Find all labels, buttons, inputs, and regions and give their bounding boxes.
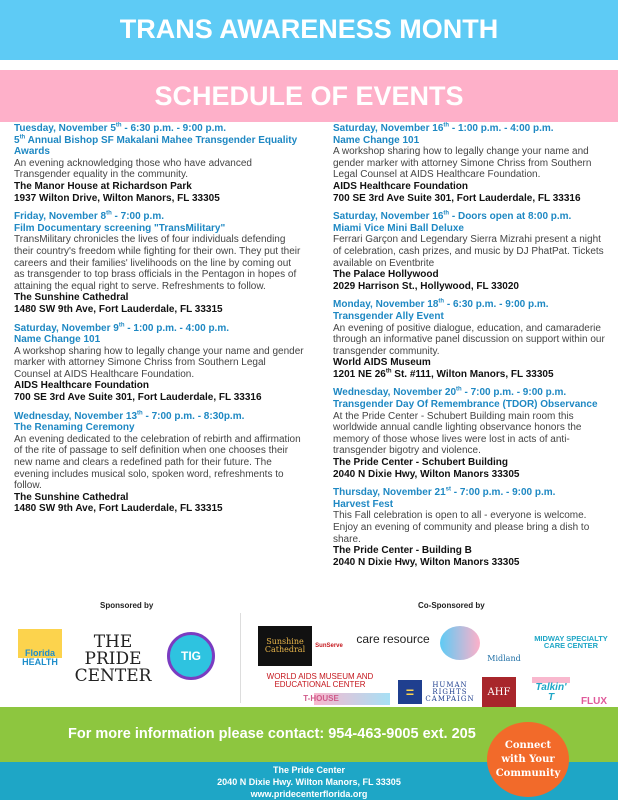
event-title-part: 5 — [14, 134, 20, 146]
event-description: An evening of positive dialogue, education, and camaraderie through an informative panel discussion on support within our transgender community. — [333, 322, 605, 357]
event-title-part: Transgender Day Of Remembrance (TDOR) Observance — [333, 399, 598, 411]
event-title — [14, 135, 304, 158]
event-title-part: Film Documentary screening "TransMilitary" — [14, 222, 226, 234]
logo-flux: FLUX — [580, 696, 608, 707]
event-date-part: Tuesday, November 5 — [14, 123, 116, 134]
event-date-part: th — [118, 322, 125, 329]
footer-street: 2040 N Dixie Hwy. Wilton Manors, FL 33305 — [217, 777, 401, 787]
sponsored-by-label: Sponsored by — [100, 601, 154, 610]
logo-ahf: AHF — [482, 677, 516, 709]
logo-transgender-circle — [440, 626, 480, 660]
divider — [240, 613, 241, 703]
logo-human-rights-campaign: HUMAN RIGHTS CAMPAIGN — [425, 680, 475, 703]
event-date — [333, 299, 611, 311]
event-date-part: - 7:00 p.m. - 9:00 p.m. — [450, 487, 556, 499]
event-venue: The Manor House at Richardson Park — [14, 180, 192, 192]
event-item — [14, 411, 304, 515]
event-date — [333, 123, 611, 135]
logo-midland: Midland — [487, 654, 521, 663]
event-date-part: - 6:30 p.m. - 9:00 p.m. — [444, 299, 549, 311]
event-address — [333, 469, 611, 481]
event-item — [333, 123, 611, 204]
logo-care-resource: care resource — [356, 632, 430, 646]
event-address — [14, 503, 304, 515]
event-date-part: th — [115, 122, 122, 129]
event-date-part: Wednesday, November 13 — [14, 410, 138, 422]
event-venue: The Sunshine Cathedral — [14, 491, 129, 503]
logo-world-aids-museum: WORLD AIDS MUSEUM AND EDUCATIONAL CENTER — [266, 672, 374, 689]
event-date — [333, 211, 611, 223]
event-address-part: 1201 NE 26 — [333, 368, 386, 380]
event-date-part: Saturday, November 16 — [333, 211, 444, 223]
event-address — [333, 193, 611, 205]
event-date-part: th — [456, 387, 462, 394]
event-date — [333, 387, 611, 399]
event-address — [333, 369, 611, 381]
logo-florida-health: Florida HEALTH — [18, 629, 62, 687]
event-address-part: 2040 N Dixie Hwy, Wilton Manors 33305 — [333, 556, 520, 568]
event-address-part: 2040 N Dixie Hwy, Wilton Manors 33305 — [333, 468, 520, 480]
event-date-part: - Doors open at 8:00 p.m. — [449, 211, 572, 223]
event-title — [333, 223, 611, 235]
logo-talkin-t: Talkin' T — [532, 677, 570, 709]
event-description: A workshop sharing how to legally change your name and gender marker with attorney Simone Chriss from Southern Legal Counsel at AIDS Healthcare Foundation. — [333, 146, 592, 181]
page-subtitle: SCHEDULE OF EVENTS — [0, 70, 618, 122]
event-date-part: Wednesday, November 20 — [333, 387, 457, 399]
event-address-part: St. #111, Wilton Manors, FL 33305 — [391, 368, 554, 380]
event-date-part: Saturday, November 16 — [333, 123, 444, 134]
event-title-part: Transgender Ally Event — [333, 310, 444, 322]
event-venue: AIDS Healthcare Foundation — [333, 180, 469, 192]
cosponsored-by-label: Co-Sponsored by — [418, 601, 485, 610]
event-venue: The Sunshine Cathedral — [14, 292, 129, 304]
page-title: TRANS AWARENESS MONTH — [0, 0, 618, 60]
event-date-part: - 6:30 p.m. - 9:00 p.m. — [121, 123, 227, 134]
event-date-part: Saturday, November 9 — [14, 322, 119, 334]
event-address-part: 700 SE 3rd Ave Suite 301, Fort Lauderdale, FL 33316 — [14, 392, 262, 404]
event-address-part: 2029 Harrison St., Hollywood, FL 33020 — [333, 280, 519, 292]
event-date-part: - 7:00 p.m. - 9:00 p.m. — [461, 387, 567, 399]
event-venue: The Pride Center - Building B — [333, 545, 472, 557]
event-date-part: th — [443, 122, 450, 129]
event-item — [333, 299, 611, 380]
event-date-part: th — [443, 210, 450, 217]
event-address-part: 1480 SW 9th Ave, Fort Lauderdale, FL 33315 — [14, 503, 223, 515]
event-title — [14, 334, 304, 346]
event-title — [333, 499, 611, 511]
footer-website-link[interactable]: www.pridecenterflorida.org — [250, 789, 368, 799]
event-item — [333, 387, 611, 480]
sponsors-section — [0, 597, 618, 707]
event-date-part: th — [106, 210, 112, 217]
event-description: At the Pride Center - Schubert Building main room this worldwide annual candle lighting observance honors the memory of those whose lives were lost in acts of anti-transgender bigotry and violence. — [333, 410, 582, 457]
event-date — [333, 487, 611, 499]
event-venue: AIDS Healthcare Foundation — [14, 380, 150, 392]
event-address-part: 1480 SW 9th Ave, Fort Lauderdale, FL 33315 — [14, 303, 223, 315]
event-date-part: th — [438, 298, 445, 305]
event-item — [14, 211, 304, 315]
event-description: This Fall celebration is open to all - everyone is welcome. Enjoy an evening of community and please bring a dish to share. — [333, 510, 590, 545]
event-address — [14, 193, 304, 205]
contact-banner: For more information please contact: 954-463-9005 ext. 205 — [0, 707, 618, 762]
badge-line: Connect — [504, 739, 552, 751]
event-title-part: Miami Vice Mini Ball Deluxe — [333, 222, 464, 234]
event-address-part: 1937 Wilton Drive, Wilton Manors, FL 33305 — [14, 192, 220, 204]
event-date-part: st — [445, 486, 451, 493]
badge-line: Community — [495, 767, 561, 779]
event-address-part: th — [385, 368, 392, 375]
event-address — [333, 281, 611, 293]
logo-t-house: T-HOUSE — [252, 693, 390, 705]
event-title-part: Harvest Fest — [333, 498, 394, 510]
event-address-part: 700 SE 3rd Ave Suite 301, Fort Lauderdale, FL 33316 — [333, 192, 581, 204]
event-title — [14, 422, 304, 434]
footer-org: The Pride Center — [272, 765, 346, 775]
event-item — [14, 123, 304, 204]
event-date-part: - 7:00 p.m. - 8:30p.m. — [142, 410, 245, 422]
event-title — [333, 399, 611, 411]
event-date-part: - 7:00 p.m. — [111, 211, 164, 223]
event-date — [14, 211, 304, 223]
event-date-part: - 1:00 p.m. - 4:00 p.m. — [124, 322, 230, 334]
event-date-part: Friday, November 8 — [14, 211, 107, 223]
event-description: A workshop sharing how to legally change your name and gender marker with attorney Simone Chriss from Southern Legal Counsel at AIDS Healthcare Foundation. — [14, 345, 304, 380]
event-description: Ferrari Garçon and Legendary Sierra Mizrahi present a night of celebration, cash prizes, and music by DJ PhatPat. Tickets available on Eventbrite — [333, 234, 604, 269]
logo-tig: TIG — [167, 632, 215, 680]
event-date — [14, 323, 304, 335]
logo-hrc-equal: = — [398, 680, 422, 704]
logo-sunserve: SunServe — [315, 643, 343, 649]
event-address — [14, 392, 304, 404]
event-date-part: th — [137, 410, 143, 417]
event-venue: The Palace Hollywood — [333, 269, 439, 281]
event-address — [333, 557, 611, 569]
event-title-part: Name Change 101 — [14, 334, 101, 346]
event-address — [14, 304, 304, 316]
event-title-part: th — [19, 134, 26, 141]
event-title — [14, 223, 304, 235]
event-date-part: Thursday, November 21 — [333, 487, 446, 499]
event-date-part: - 1:00 p.m. - 4:00 p.m. — [449, 123, 554, 134]
event-venue: The Pride Center - Schubert Building — [333, 457, 509, 469]
event-date — [14, 411, 304, 423]
event-title-part: The Renaming Ceremony — [14, 422, 135, 434]
event-title — [333, 135, 611, 147]
event-title-part: Annual Bishop SF Makalani Mahee Transgender Equality Awards — [14, 134, 298, 158]
logo-midway: MIDWAY SPECIALTY CARE CENTER — [534, 633, 608, 650]
event-item — [333, 487, 611, 568]
event-item — [14, 323, 304, 404]
event-description: An evening dedicated to the celebration of rebirth and affirmation of the rite of passage to self definition when one chooses their new name and clears a redefined path for their future. The evening includes musical solo, spoken word, refreshments to follow. — [14, 433, 301, 492]
event-description: TransMilitary chronicles the lives of four individuals defending their country's freedom while fighting for their own. They put their careers and their families' livelihoods on the line by coming out as transgender to top brass officials in the Pentagon in hopes of attaining the equal right to serve. Refreshments to follow. — [14, 234, 301, 292]
event-venue: World AIDS Museum — [333, 357, 431, 369]
event-title-part: Name Change 101 — [333, 134, 420, 146]
event-title — [333, 311, 611, 323]
connect-badge — [487, 722, 569, 797]
events-column-left — [14, 123, 304, 522]
events-column-right — [333, 123, 611, 575]
event-item — [333, 211, 611, 292]
event-date-part: Monday, November 18 — [333, 299, 439, 311]
logo-sunshine-cathedral: Sunshine Cathedral — [258, 626, 312, 666]
event-description: An evening acknowledging those who have advanced Transgender equality in the community. — [14, 157, 252, 181]
badge-line: with Your — [501, 753, 555, 765]
logo-pride-center: THE PRIDE CENTER — [74, 631, 152, 686]
event-date — [14, 123, 304, 135]
